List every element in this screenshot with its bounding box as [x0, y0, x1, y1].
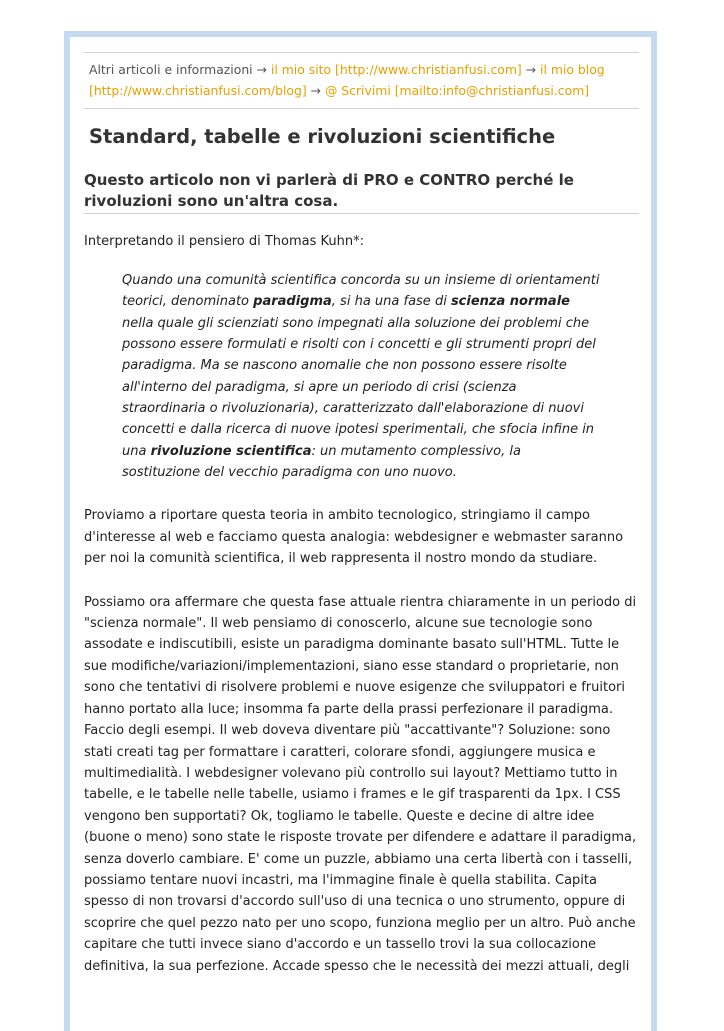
quote-text-1: Quando una comunità scientifica concorda su un insieme di orientamenti teorici, denominato [122, 273, 600, 310]
blog-link-label: il mio blog [540, 62, 605, 77]
blog-link-url: [http://www.christianfusi.com/blog] [89, 83, 307, 98]
info-links-box [84, 52, 639, 109]
arrow-3: → [306, 83, 325, 98]
body-paragraph-2: Possiamo ora affermare che questa fase attuale rientra chiaramente in un periodo di "scienza normale". Il web pensiamo di conoscerlo, alcune sue tecnologie sono assodate e indiscutibili, esiste un paradigma dominante basato sull'HTML. Tutte le sue modifiche/variazioni/implementazioni, siano esse standard o proprietarie, non sono che tentativi di risolvere problemi e nuove esigenze che sviluppatori e fruitori hanno portato alla luce; insomma fa parte della prassi perfezionare il paradigma. Faccio degli esempi. Il web doveva diventare più "accattivante"? Soluzione: sono stati creati tag per formattare i caratteri, colorare sfondi, aggiungere musica e multimedialità. I webdesigner volevano più controllo sui layout? Mettiamo tutto in tabelle, e le tabelle nelle tabelle, usiamo i frames e le gif trasparenti da 1px. I CSS vengono ben supportati? Ok, togliamo le tabelle. Queste e decine di altre idee (buone o meno) sono state le risposte trovate per difendere e adattare il paradigma, senza doverlo cambiare. E' come un puzzle, abbiamo una certa libertà con i tasselli, possiamo tentare nuovi incastri, ma l'immagine finale è quella stabilita. Capita spesso di non trovarsi d'accordo sull'uso di una tecnica o uno strumento, oppure di scoprire che quel pezzo nato per uno scopo, funziona meglio per un altro. Può anche capitare che tutti invece siano d'accordo e un tassello trovi la sua collocazione definitiva, la sua perfezione. Accade spesso che le necessità dei mezzi attuali, degli [84, 594, 637, 974]
quote-bold-paradigma: paradigma [253, 294, 332, 310]
arrow-2: → [521, 62, 541, 77]
quote-text-4: : un mutamento complessivo, la sostituzione del vecchio paradigma con uno nuovo. [122, 443, 521, 481]
arrow-1: → [256, 62, 271, 77]
site-link[interactable]: il mio sito [http://www.christianfusi.com] [270, 62, 522, 77]
lead-paragraph: Interpretando il pensiero di Thomas Kuhn*: [84, 234, 364, 249]
article-title: Standard, tabelle e rivoluzioni scientifiche [89, 125, 556, 148]
quote-text-3: nella quale gli scienziati sono impegnati alla soluzione dei problemi che possono essere formulati e risolti con i concetti e gli strumenti propri del paradigma. Ma se nascono anomalie che non possono essere risolte all'interno del paradigma, si apre un periodo di crisi (scienza straordinaria o rivoluzionaria), caratterizzato dall'elaborazione di nuovi concetti e dalla ricerca di nuove ipotesi sperimentali, che sfocia infine in una [122, 315, 596, 459]
article-subtitle: Questo articolo non vi parlerà di PRO e CONTRO perché le rivoluzioni sono un'altra cosa. [84, 170, 639, 214]
kuhn-quote [122, 270, 600, 483]
body-paragraph-1: Proviamo a riportare questa teoria in ambito tecnologico, stringiamo il campo d'interesse al web e facciamo questa analogia: webdesigner e webmaster saranno per noi la comunità scientifica, il web rappresenta il nostro mondo da studiare. [84, 508, 624, 567]
article-content [84, 52, 639, 977]
mail-link[interactable]: @ Scrivimi [mailto:info@christianfusi.com] [324, 83, 590, 98]
quote-text-2: , si ha una fase di [331, 294, 451, 310]
quote-bold-scienza-normale: scienza normale [450, 294, 570, 310]
info-prefix: Altri articoli e informazioni [89, 62, 257, 77]
quote-bold-rivoluzione: rivoluzione scientifica [150, 443, 312, 459]
